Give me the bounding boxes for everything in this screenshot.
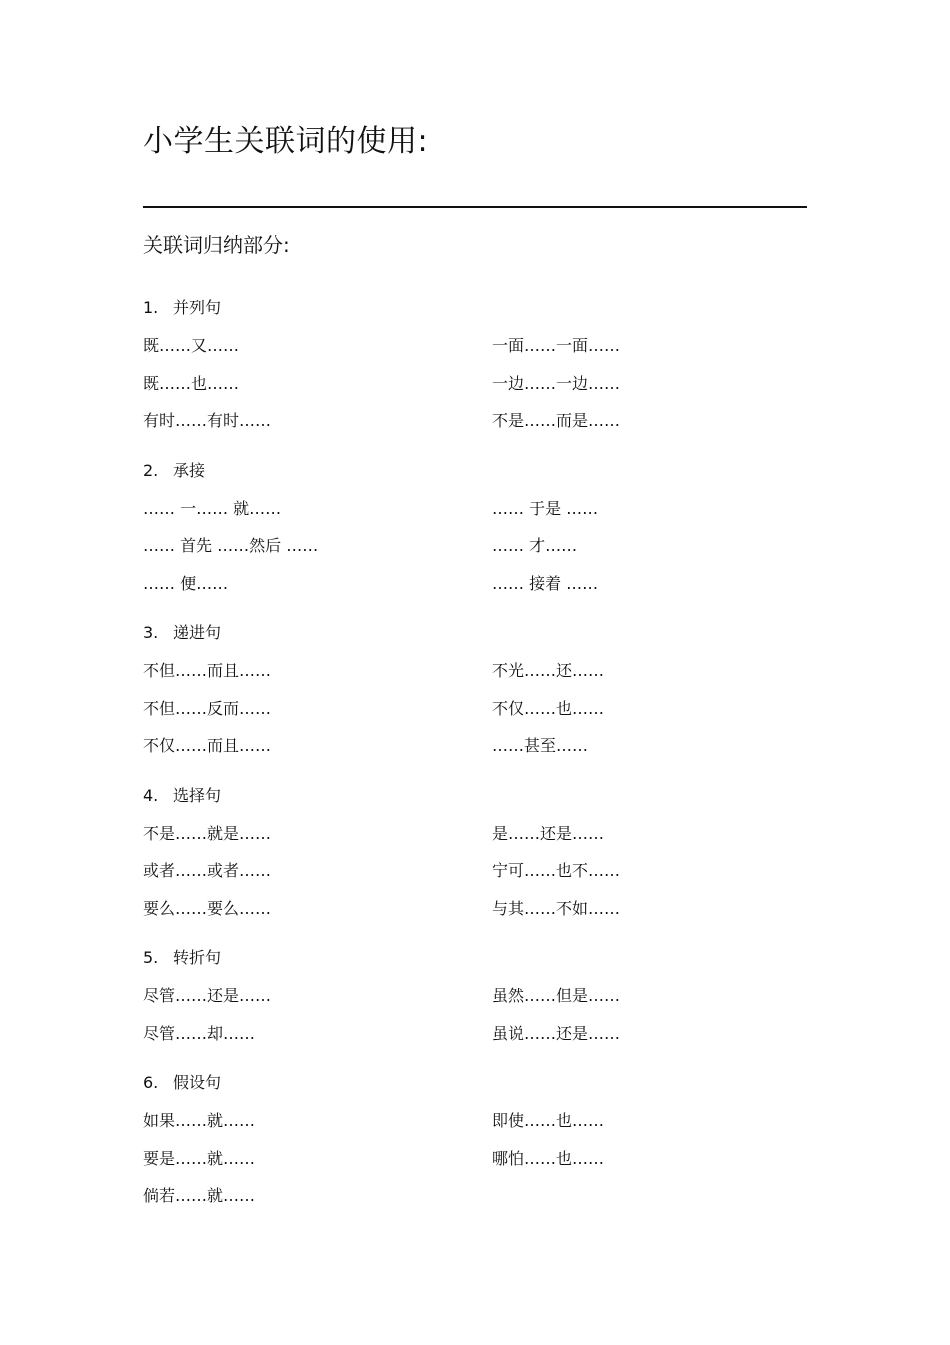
conjunction-list (143, 661, 807, 774)
section-heading (143, 455, 807, 487)
conjunction-pair: 与其……不如…… (492, 898, 621, 918)
section-spacer (143, 1224, 807, 1230)
section-heading (143, 1067, 807, 1099)
conjunction-pair: 如果……就…… (143, 1111, 256, 1130)
conjunction-pair: 尽管……还是…… (143, 986, 272, 1005)
conjunction-pair: 要是……就…… (143, 1148, 256, 1168)
conjunction-list (143, 499, 807, 612)
conjunction-pair: 要么……要么…… (143, 898, 272, 918)
conjunction-pair: 不但……而且…… (143, 661, 272, 680)
conjunction-pair: ……甚至…… (492, 736, 589, 755)
conjunction-pair: 不是……就是…… (143, 823, 272, 843)
conjunction-pair: 既……又…… (143, 336, 240, 355)
section-1 (143, 292, 807, 455)
conjunction-pair: 不但……反而…… (143, 698, 272, 718)
conjunction-pair: 不光……还…… (492, 661, 605, 680)
section-number: 6. (143, 1073, 159, 1092)
title-divider (143, 206, 807, 208)
section-name: 选择句 (173, 785, 222, 805)
conjunction-sections (143, 292, 807, 1230)
section-number: 1. (143, 298, 159, 317)
conjunction-pair: 虽然……但是…… (492, 986, 621, 1005)
conjunction-pair: 是……还是…… (492, 823, 605, 843)
section-name: 递进句 (173, 623, 222, 642)
section-number: 3. (143, 623, 159, 642)
conjunction-list (143, 1111, 807, 1224)
conjunction-list (143, 336, 807, 449)
conjunction-pair: 不仅……而且…… (143, 736, 272, 755)
conjunction-pair: 有时……有时…… (143, 411, 272, 430)
conjunction-pair: …… 一…… 就…… (143, 498, 282, 518)
section-2 (143, 455, 807, 618)
section-number: 4. (143, 785, 159, 805)
section-name: 承接 (173, 460, 206, 480)
conjunction-pair: 既……也…… (143, 373, 240, 393)
section-6 (143, 1067, 807, 1230)
conjunction-pair: 不是……而是…… (492, 411, 621, 430)
conjunction-pair: 宁可……也不…… (492, 861, 621, 880)
conjunction-pair: 倘若……就…… (143, 1186, 256, 1205)
conjunction-pair: …… 才…… (492, 536, 578, 555)
page-title: 小学生关联词的使用: (143, 124, 429, 159)
section-heading (143, 617, 807, 649)
conjunction-pair: 一面……一面…… (492, 336, 621, 355)
conjunction-pair: 虽说……还是…… (492, 1023, 621, 1043)
conjunction-pair: …… 接着 …… (492, 573, 599, 593)
section-name: 假设句 (173, 1073, 222, 1092)
section-heading (143, 292, 807, 324)
conjunction-list (143, 986, 807, 1061)
conjunction-list (143, 824, 807, 937)
conjunction-pair: 即使……也…… (492, 1111, 605, 1130)
section-heading (143, 780, 807, 812)
conjunction-pair: …… 于是 …… (492, 498, 599, 518)
conjunction-pair: …… 便…… (143, 573, 229, 593)
section-name: 并列句 (173, 298, 222, 317)
conjunction-pair: 一边……一边…… (492, 373, 621, 393)
section-3 (143, 617, 807, 780)
section-heading (143, 942, 807, 974)
conjunction-pair: 尽管……却…… (143, 1023, 256, 1043)
conjunction-pair: …… 首先 ……然后 …… (143, 536, 319, 555)
section-number: 5. (143, 948, 159, 967)
section-5 (143, 942, 807, 1067)
section-name: 转折句 (173, 948, 222, 967)
section-number: 2. (143, 460, 159, 480)
section-4 (143, 780, 807, 943)
section-subheading: 关联词归纳部分: (143, 233, 290, 257)
conjunction-pair: 不仅……也…… (492, 698, 605, 718)
conjunction-pair (492, 1186, 807, 1224)
conjunction-pair: 哪怕……也…… (492, 1148, 605, 1168)
conjunction-pair: 或者……或者…… (143, 861, 272, 880)
